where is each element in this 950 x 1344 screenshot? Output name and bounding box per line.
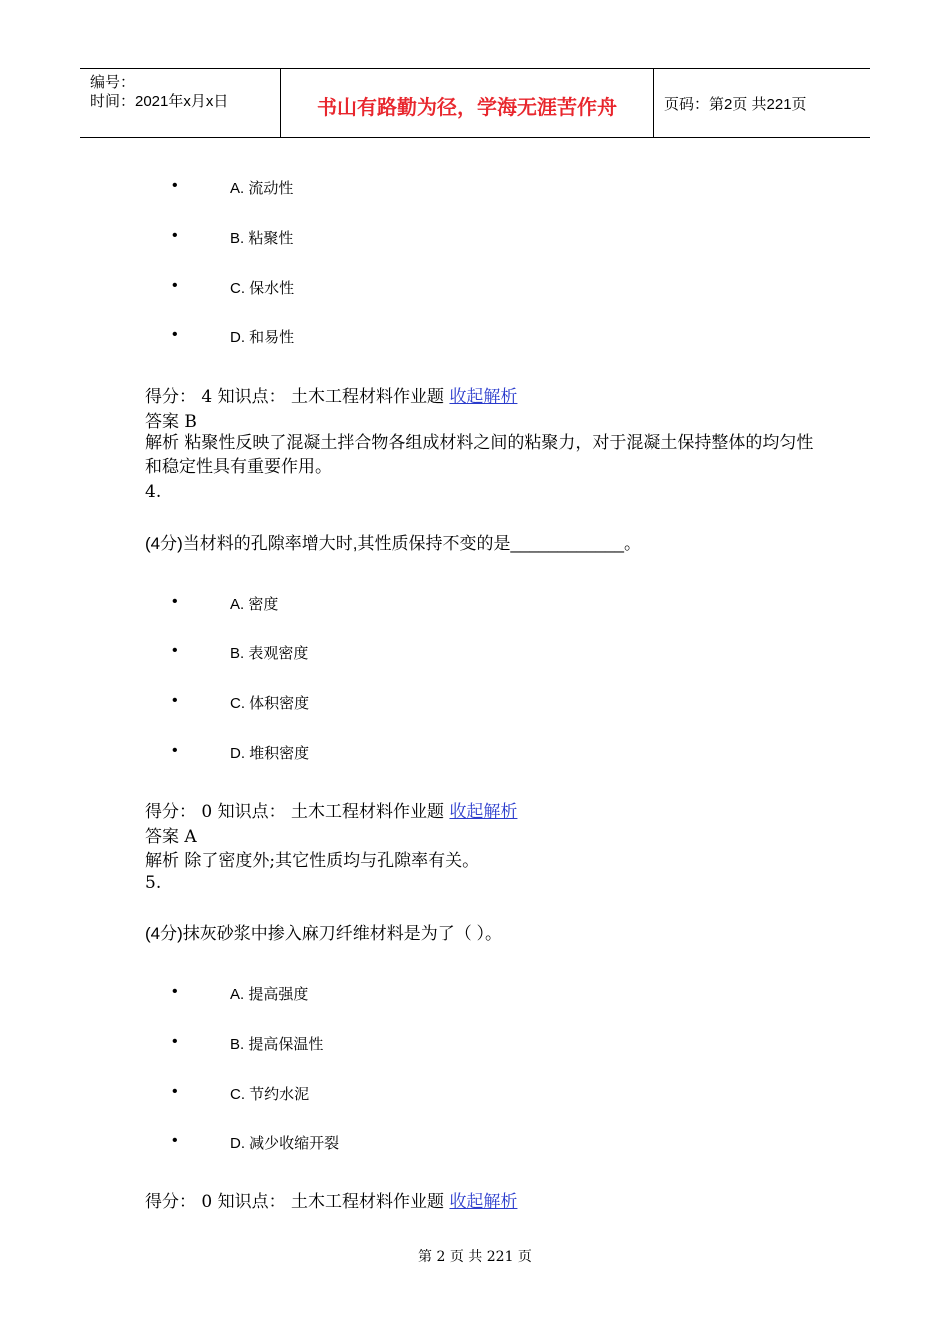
option-label: B. 粘聚性	[230, 230, 294, 247]
q4-number: 4.	[145, 482, 162, 502]
option-label: C. 保水性	[230, 280, 295, 297]
serial-label: 编号：	[90, 74, 136, 91]
bullet-icon: •	[172, 692, 178, 709]
option-label: A. 密度	[230, 596, 279, 613]
option-label: D. 和易性	[230, 329, 295, 346]
score-text: 得分： 0 知识点： 土木工程材料作业题	[145, 1192, 450, 1212]
header-center-cell	[281, 69, 654, 137]
option-label: C. 体积密度	[230, 695, 310, 712]
option-label: D. 堆积密度	[230, 745, 310, 762]
bullet-icon: •	[172, 1083, 178, 1100]
page-footer	[0, 1246, 950, 1266]
bullet-icon: •	[172, 177, 178, 194]
score-text: 得分： 4 知识点： 土木工程材料作业题	[145, 387, 450, 407]
q3-explanation: 解析 粘聚性反映了混凝土拌合物各组成材料之间的粘聚力，对于混凝土保持整体的均匀性和稳定性具有重要作用。	[145, 433, 814, 477]
bullet-icon: •	[172, 593, 178, 610]
option-label: B. 表观密度	[230, 645, 309, 662]
time-label: 时间：2021年x月x日	[90, 93, 229, 110]
bullet-icon: •	[172, 983, 178, 1000]
option-label: A. 流动性	[230, 180, 294, 197]
bullet-icon: •	[172, 642, 178, 659]
bullet-icon: •	[172, 742, 178, 759]
bullet-icon: •	[172, 277, 178, 294]
q5-question: (4分)抹灰砂浆中掺入麻刀纤维材料是为了（ ）。	[145, 924, 502, 943]
option-label: B. 提高保温性	[230, 1036, 324, 1053]
q4-answer: 答案 A	[145, 827, 197, 847]
q5-number: 5.	[145, 873, 162, 893]
header-motto: 书山有路勤为径，学海无涯苦作舟	[317, 95, 617, 119]
q3-answer: 答案 B	[145, 412, 197, 432]
header-page-info: 页码：第2页 共221页	[664, 96, 807, 113]
bullet-icon: •	[172, 1132, 178, 1149]
bullet-icon: •	[172, 326, 178, 343]
option-label: D. 减少收缩开裂	[230, 1135, 340, 1152]
q3-score-line	[145, 382, 517, 407]
option-label: C. 节约水泥	[230, 1086, 310, 1103]
header-left-cell	[80, 69, 281, 137]
q4-question: (4分)当材料的孔隙率增大时,其性质保持不变的是____________。	[145, 534, 641, 553]
page-header	[80, 68, 870, 138]
collapse-analysis-link[interactable]: 收起解析	[449, 1192, 518, 1212]
bullet-icon: •	[172, 1033, 178, 1050]
footer-page-number: 第 2 页 共 221 页	[418, 1249, 532, 1265]
bullet-icon: •	[172, 227, 178, 244]
collapse-analysis-link[interactable]: 收起解析	[449, 802, 518, 822]
collapse-analysis-link[interactable]: 收起解析	[449, 387, 518, 407]
q5-score-line	[145, 1187, 517, 1212]
q4-score-line	[145, 797, 517, 822]
q4-explanation: 解析 除了密度外;其它性质均与孔隙率有关。	[145, 851, 480, 871]
option-label: A. 提高强度	[230, 986, 309, 1003]
score-text: 得分： 0 知识点： 土木工程材料作业题	[145, 802, 450, 822]
